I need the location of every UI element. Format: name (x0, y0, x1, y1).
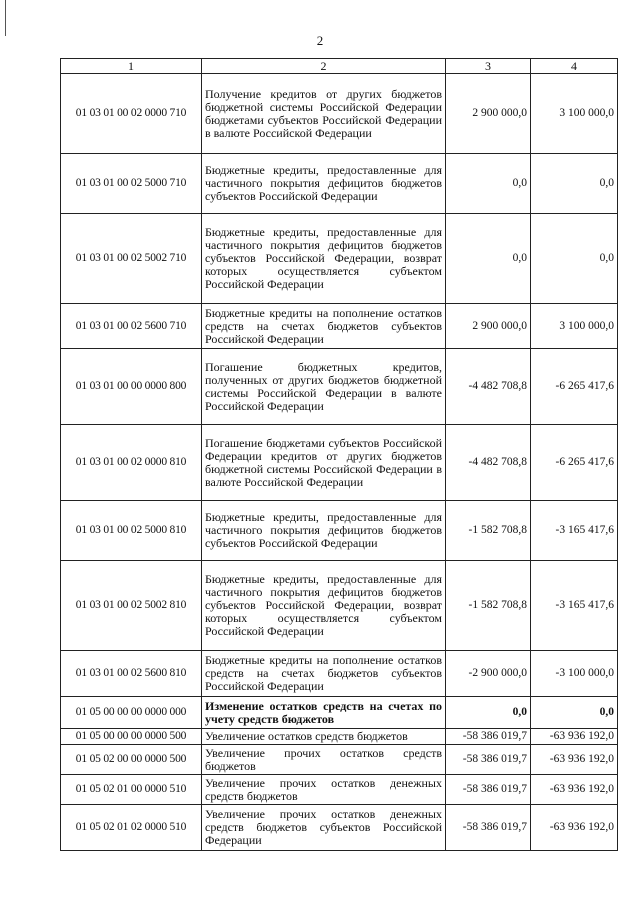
row-value-col3: 2 900 000,0 (446, 304, 531, 349)
row-value-col3: -58 386 019,7 (446, 729, 531, 745)
row-name: Погашение бюджетных кредитов, полученных от других бюджетов бюджетной системы Российской Федерации в валюте Российской Федерации (202, 349, 446, 425)
row-code: 01 05 02 01 02 0000 510 (61, 805, 202, 851)
row-name: Бюджетные кредиты, предоставленные для частичного покрытия дефицитов бюджетов субъектов Российской Федерации, возврат которых осуществляется субъектом Российской Федерации (202, 561, 446, 651)
scan-edge-mark (5, 0, 6, 36)
row-code: 01 03 01 00 02 5002 710 (61, 214, 202, 304)
row-code: 01 05 02 01 00 0000 510 (61, 775, 202, 805)
table-header-row (61, 59, 618, 74)
row-value-col3: -58 386 019,7 (446, 775, 531, 805)
row-value-col3: -2 900 000,0 (446, 651, 531, 697)
table-row (61, 697, 618, 729)
row-code: 01 05 00 00 00 0000 000 (61, 697, 202, 729)
row-code: 01 03 01 00 02 5000 710 (61, 154, 202, 214)
column-header-year-2: 4 (531, 59, 618, 74)
row-value-col4: 3 100 000,0 (531, 304, 618, 349)
row-value-col4: 0,0 (531, 214, 618, 304)
row-value-col3: -58 386 019,7 (446, 805, 531, 851)
table-row (61, 745, 618, 775)
row-name: Бюджетные кредиты, предоставленные для частичного покрытия дефицитов бюджетов субъектов Российской Федерации, возврат которых осуществляется субъектом Российской Федерации (202, 214, 446, 304)
row-code: 01 03 01 00 02 0000 710 (61, 74, 202, 154)
row-value-col3: 0,0 (446, 154, 531, 214)
table-row (61, 74, 618, 154)
row-value-col4: -3 165 417,6 (531, 561, 618, 651)
row-value-col4: 0,0 (531, 154, 618, 214)
table-row (61, 775, 618, 805)
table-row (61, 304, 618, 349)
column-header-year-1: 3 (446, 59, 531, 74)
row-code: 01 05 00 00 00 0000 500 (61, 729, 202, 745)
table-row (61, 214, 618, 304)
row-name: Погашение бюджетами субъектов Российской Федерации кредитов от других бюджетов бюджетной системы Российской Федерации в валюте Российской Федерации (202, 425, 446, 501)
table-row (61, 561, 618, 651)
row-name: Бюджетные кредиты, предоставленные для частичного покрытия дефицитов бюджетов субъектов Российской Федерации (202, 501, 446, 561)
row-value-col4: 3 100 000,0 (531, 74, 618, 154)
row-value-col3: 0,0 (446, 214, 531, 304)
row-name: Бюджетные кредиты на пополнение остатков средств на счетах бюджетов субъектов Российской Федерации (202, 651, 446, 697)
row-value-col4: 0,0 (531, 697, 618, 729)
row-value-col4: -3 100 000,0 (531, 651, 618, 697)
row-value-col4: -6 265 417,6 (531, 425, 618, 501)
row-name: Увеличение прочих остатков денежных средств бюджетов субъектов Российской Федерации (202, 805, 446, 851)
row-code: 01 03 01 00 02 0000 810 (61, 425, 202, 501)
table-row (61, 651, 618, 697)
row-value-col4: -63 936 192,0 (531, 775, 618, 805)
row-value-col4: -6 265 417,6 (531, 349, 618, 425)
row-code: 01 05 02 00 00 0000 500 (61, 745, 202, 775)
row-value-col4: -63 936 192,0 (531, 729, 618, 745)
row-name: Увеличение прочих остатков средств бюджетов (202, 745, 446, 775)
row-code: 01 03 01 00 02 5002 810 (61, 561, 202, 651)
row-name: Получение кредитов от других бюджетов бюджетной системы Российской Федерации бюджетами субъектов Российской Федерации в валюте Российской Федерации (202, 74, 446, 154)
row-name: Бюджетные кредиты на пополнение остатков средств на счетах бюджетов субъектов Российской Федерации (202, 304, 446, 349)
row-name: Увеличение прочих остатков денежных средств бюджетов (202, 775, 446, 805)
column-header-name: 2 (202, 59, 446, 74)
row-code: 01 03 01 00 00 0000 800 (61, 349, 202, 425)
row-name: Бюджетные кредиты, предоставленные для частичного покрытия дефицитов бюджетов субъектов Российской Федерации (202, 154, 446, 214)
row-value-col3: -1 582 708,8 (446, 501, 531, 561)
table-row (61, 729, 618, 745)
row-value-col3: -4 482 708,8 (446, 349, 531, 425)
row-value-col3: -4 482 708,8 (446, 425, 531, 501)
table-row (61, 805, 618, 851)
row-code: 01 03 01 00 02 5600 810 (61, 651, 202, 697)
row-code: 01 03 01 00 02 5000 810 (61, 501, 202, 561)
row-name: Увеличение остатков средств бюджетов (202, 729, 446, 745)
table-row (61, 501, 618, 561)
row-value-col4: -63 936 192,0 (531, 805, 618, 851)
table-row (61, 154, 618, 214)
table-row (61, 425, 618, 501)
column-header-code: 1 (61, 59, 202, 74)
row-value-col3: 0,0 (446, 697, 531, 729)
budget-sources-table (60, 58, 618, 851)
row-value-col3: -1 582 708,8 (446, 561, 531, 651)
page-number: 2 (316, 33, 324, 48)
row-value-col4: -63 936 192,0 (531, 745, 618, 775)
row-code: 01 03 01 00 02 5600 710 (61, 304, 202, 349)
row-value-col4: -3 165 417,6 (531, 501, 618, 561)
row-name: Изменение остатков средств на счетах по учету средств бюджетов (202, 697, 446, 729)
row-value-col3: 2 900 000,0 (446, 74, 531, 154)
table-row (61, 349, 618, 425)
row-value-col3: -58 386 019,7 (446, 745, 531, 775)
